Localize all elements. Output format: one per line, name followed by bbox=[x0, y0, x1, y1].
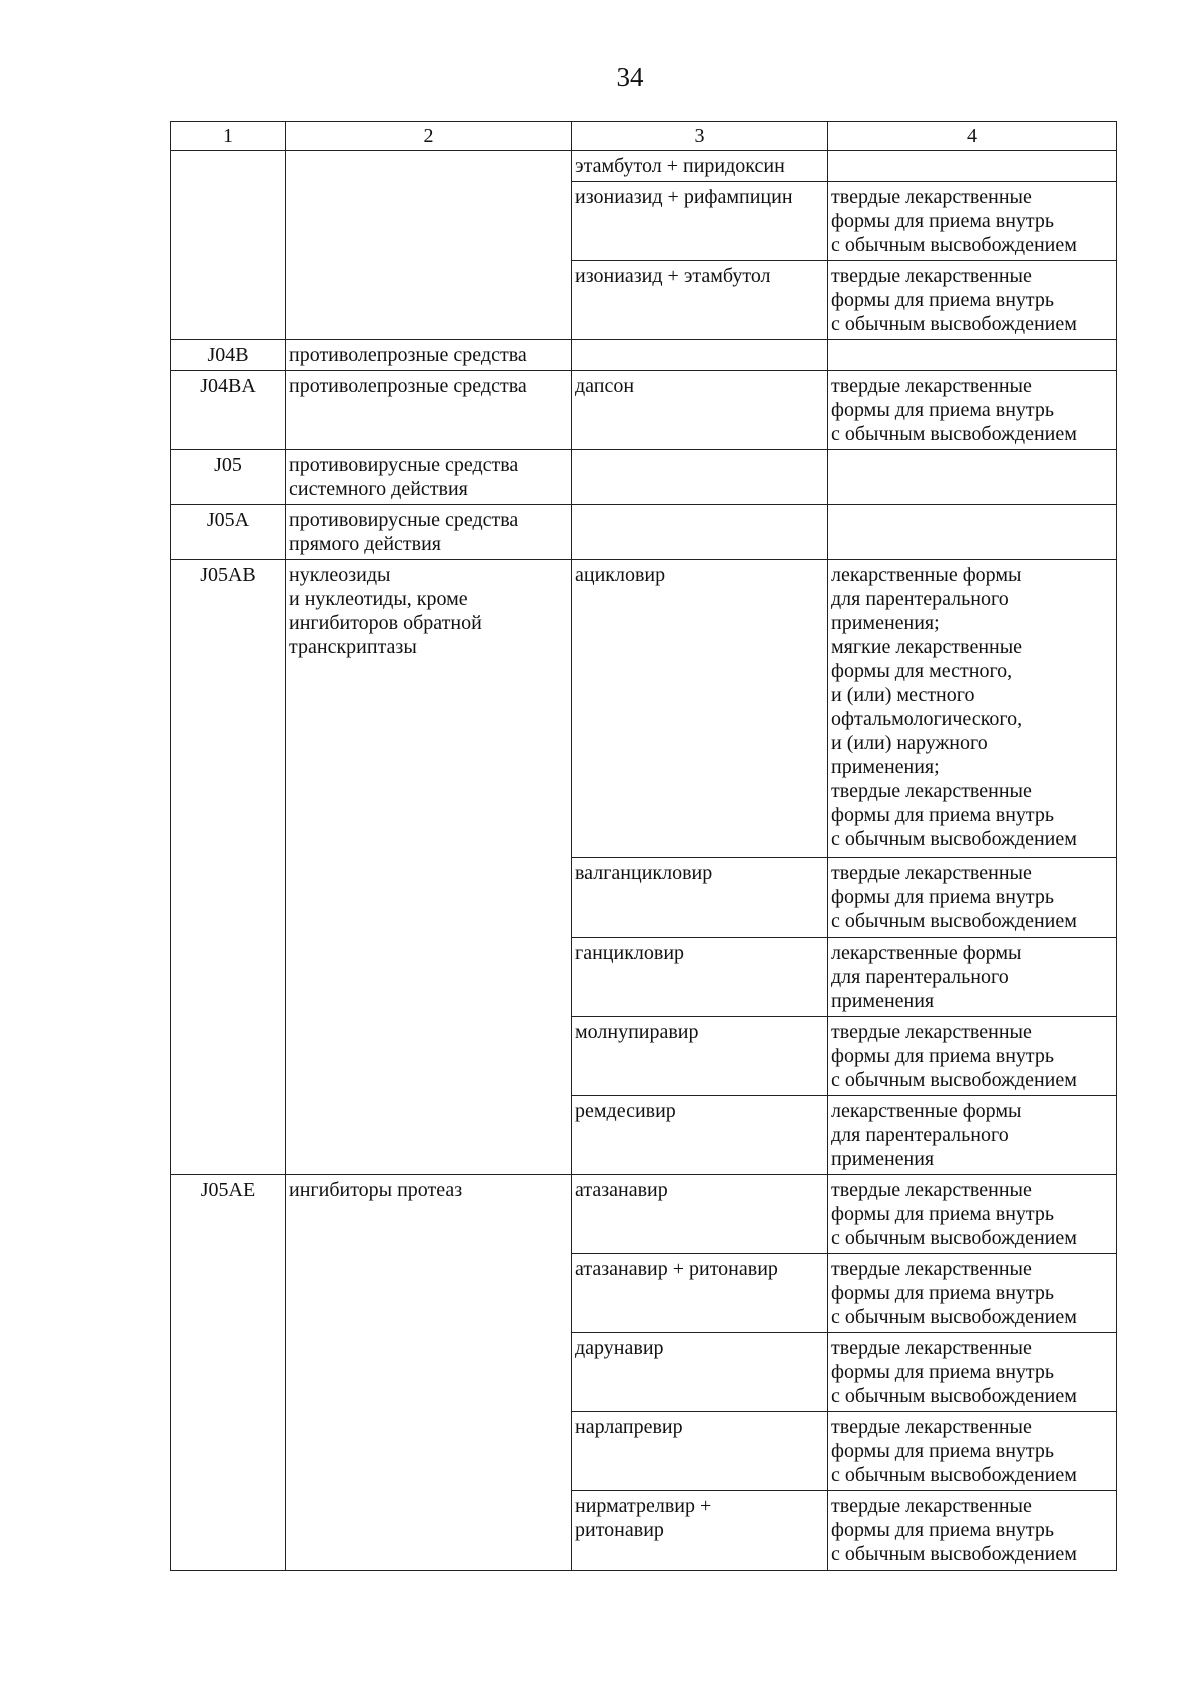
dosage-form: лекарственные формы для парентерального применения; мягкие лекарственные формы для местного, и (или) местного офтальмологического, и (или) наружного применения; твердые лекарственные формы для приема внутрь с обычным высвобождением bbox=[828, 560, 1117, 858]
table-row bbox=[171, 560, 1117, 858]
drug-name: дарунавир bbox=[572, 1333, 828, 1412]
dosage-form: твердые лекарственные формы для приема внутрь с обычным высвобождением bbox=[828, 1491, 1117, 1571]
group-name: нуклеозиды и нуклеотиды, кроме ингибиторов обратной транскриптазы bbox=[286, 560, 572, 1175]
dosage-form: твердые лекарственные формы для приема внутрь с обычным высвобождением bbox=[828, 1175, 1117, 1254]
group-name: противолепрозные средства bbox=[286, 371, 572, 450]
drug-name: этамбутол + пиридоксин bbox=[572, 151, 828, 182]
column-header-4: 4 bbox=[828, 122, 1117, 151]
group-name: противовирусные средства прямого действия bbox=[286, 505, 572, 560]
drug-name: молнупиравир bbox=[572, 1017, 828, 1096]
drug-name: изониазид + этамбутол bbox=[572, 261, 828, 340]
drug-name: атазанавир bbox=[572, 1175, 828, 1254]
drug-name bbox=[572, 340, 828, 371]
drug-name bbox=[572, 450, 828, 505]
table-row bbox=[171, 1175, 1117, 1254]
drug-name: дапсон bbox=[572, 371, 828, 450]
drug-name: ацикловир bbox=[572, 560, 828, 858]
dosage-form: твердые лекарственные формы для приема внутрь с обычным высвобождением bbox=[828, 371, 1117, 450]
atc-code: J05AB bbox=[171, 560, 286, 1175]
column-number-row bbox=[171, 122, 1117, 151]
drug-name bbox=[572, 505, 828, 560]
table-row bbox=[171, 450, 1117, 505]
dosage-form bbox=[828, 340, 1117, 371]
group-name: ингибиторы протеаз bbox=[286, 1175, 572, 1571]
group-name: противовирусные средства системного действия bbox=[286, 450, 572, 505]
dosage-form: лекарственные формы для парентерального применения bbox=[828, 938, 1117, 1017]
medication-table bbox=[170, 121, 1117, 1571]
dosage-form bbox=[828, 151, 1117, 182]
dosage-form bbox=[828, 505, 1117, 560]
drug-name: валганцикловир bbox=[572, 858, 828, 938]
drug-name: ганцикловир bbox=[572, 938, 828, 1017]
table-row bbox=[171, 505, 1117, 560]
group-name: противолепрозные средства bbox=[286, 340, 572, 371]
atc-code: J05AE bbox=[171, 1175, 286, 1571]
page-number: 34 bbox=[616, 62, 644, 92]
dosage-form: твердые лекарственные формы для приема внутрь с обычным высвобождением bbox=[828, 1333, 1117, 1412]
dosage-form: лекарственные формы для парентерального применения bbox=[828, 1096, 1117, 1175]
drug-name: нарлапревир bbox=[572, 1412, 828, 1491]
drug-name: атазанавир + ритонавир bbox=[572, 1254, 828, 1333]
atc-code: J05 bbox=[171, 450, 286, 505]
group-cell bbox=[286, 151, 572, 340]
table-row bbox=[171, 371, 1117, 450]
atc-code: J05A bbox=[171, 505, 286, 560]
column-header-3: 3 bbox=[572, 122, 828, 151]
column-header-1: 1 bbox=[171, 122, 286, 151]
atc-code: J04BA bbox=[171, 371, 286, 450]
dosage-form: твердые лекарственные формы для приема внутрь с обычным высвобождением bbox=[828, 1017, 1117, 1096]
dosage-form: твердые лекарственные формы для приема внутрь с обычным высвобождением bbox=[828, 1412, 1117, 1491]
atc-code: J04B bbox=[171, 340, 286, 371]
table-row bbox=[171, 340, 1117, 371]
drug-name: ремдесивир bbox=[572, 1096, 828, 1175]
drug-name: изониазид + рифампицин bbox=[572, 182, 828, 261]
dosage-form: твердые лекарственные формы для приема внутрь с обычным высвобождением bbox=[828, 1254, 1117, 1333]
code-cell bbox=[171, 151, 286, 340]
dosage-form: твердые лекарственные формы для приема внутрь с обычным высвобождением bbox=[828, 858, 1117, 938]
dosage-form: твердые лекарственные формы для приема внутрь с обычным высвобождением bbox=[828, 182, 1117, 261]
column-header-2: 2 bbox=[286, 122, 572, 151]
dosage-form: твердые лекарственные формы для приема внутрь с обычным высвобождением bbox=[828, 261, 1117, 340]
dosage-form bbox=[828, 450, 1117, 505]
table-row bbox=[171, 151, 1117, 182]
drug-name: нирматрелвир + ритонавир bbox=[572, 1491, 828, 1571]
